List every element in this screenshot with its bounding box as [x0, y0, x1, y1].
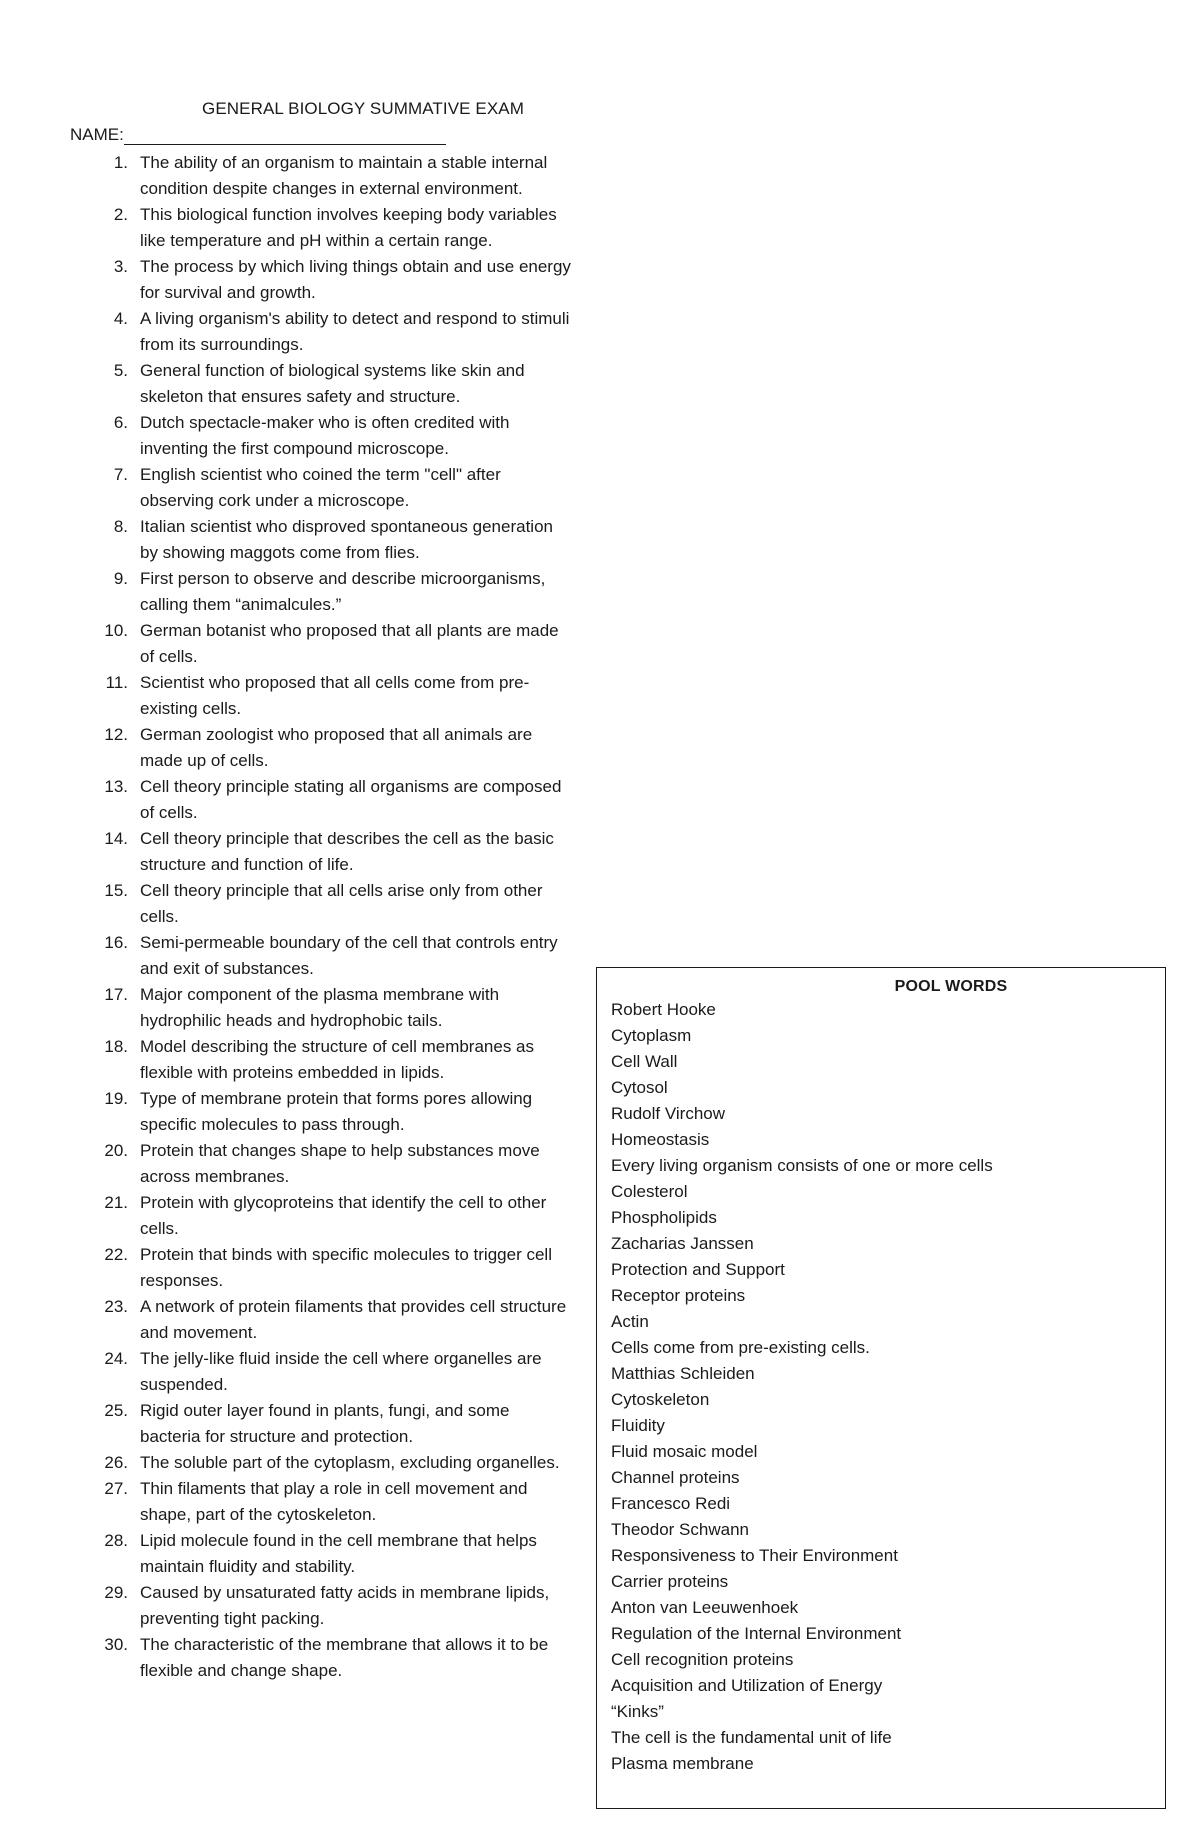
question-item: [70, 1528, 580, 1580]
pool-word: Plasma membrane: [611, 1754, 754, 1773]
question-item: [70, 514, 580, 566]
question-item: [70, 1294, 580, 1346]
question-item: [70, 462, 580, 514]
pool-word: Colesterol: [611, 1182, 688, 1201]
pool-word: Every living organism consists of one or more cells: [611, 1156, 993, 1175]
question-text: German zoologist who proposed that all animals are made up of cells.: [140, 725, 533, 770]
question-text: The ability of an organism to maintain a stable internal condition despite changes in external environment.: [140, 153, 548, 198]
question-number: 30.: [104, 1635, 128, 1654]
question-item: [70, 254, 580, 306]
pool-word: Actin: [611, 1312, 649, 1331]
question-number: 2.: [113, 205, 128, 224]
pool-word: Protection and Support: [611, 1260, 785, 1279]
pool-words-list: [611, 997, 1165, 1777]
question-text: Italian scientist who disproved spontaneous generation by showing maggots come from flies.: [140, 517, 553, 562]
question-text: First person to observe and describe microorganisms, calling them “animalcules.”: [140, 569, 546, 614]
pool-word: The cell is the fundamental unit of life: [611, 1728, 892, 1747]
pool-word: Rudolf Virchow: [611, 1104, 726, 1123]
pool-word: Phospholipids: [611, 1208, 717, 1227]
question-number: 3.: [113, 257, 128, 276]
question-text: Protein with glycoproteins that identify the cell to other cells.: [140, 1193, 547, 1238]
question-item: [70, 1190, 580, 1242]
question-item: [70, 826, 580, 878]
question-text: Model describing the structure of cell membranes as flexible with proteins embedded in lipids.: [140, 1037, 535, 1082]
question-text: The jelly-like fluid inside the cell where organelles are suspended.: [140, 1349, 542, 1394]
pool-word: Cells come from pre-existing cells.: [611, 1338, 870, 1357]
question-text: Lipid molecule found in the cell membrane that helps maintain fluidity and stability.: [140, 1531, 537, 1576]
question-text: The process by which living things obtain and use energy for survival and growth.: [140, 257, 571, 302]
question-list: [70, 150, 580, 1684]
exam-title: GENERAL BIOLOGY SUMMATIVE EXAM: [202, 99, 524, 118]
question-item: [70, 618, 580, 670]
question-number: 23.: [104, 1297, 128, 1316]
pool-word: Fluidity: [611, 1416, 665, 1435]
question-number: 17.: [104, 985, 128, 1004]
question-number: 7.: [113, 465, 128, 484]
question-text: Rigid outer layer found in plants, fungi, and some bacteria for structure and protection.: [140, 1401, 510, 1446]
question-number: 12.: [104, 725, 128, 744]
question-text: Dutch spectacle-maker who is often credited with inventing the first compound microscope.: [140, 413, 510, 458]
pool-word: Anton van Leeuwenhoek: [611, 1598, 799, 1617]
question-number: 6.: [113, 413, 128, 432]
question-number: 1.: [113, 153, 128, 172]
question-item: [70, 1034, 580, 1086]
name-label: NAME:: [70, 125, 124, 144]
pool-word: Channel proteins: [611, 1468, 740, 1487]
question-item: [70, 410, 580, 462]
name-blank-line[interactable]: [124, 127, 446, 145]
question-item: [70, 774, 580, 826]
question-item: [70, 1346, 580, 1398]
question-item: [70, 1580, 580, 1632]
question-number: 19.: [104, 1089, 128, 1108]
question-item: [70, 670, 580, 722]
question-number: 28.: [104, 1531, 128, 1550]
question-item: [70, 930, 580, 982]
question-number: 5.: [113, 361, 128, 380]
question-number: 16.: [104, 933, 128, 952]
question-number: 4.: [113, 309, 128, 328]
question-number: 14.: [104, 829, 128, 848]
question-text: A living organism's ability to detect and respond to stimuli from its surroundings.: [140, 309, 570, 354]
question-text: Protein that changes shape to help substances move across membranes.: [140, 1141, 540, 1186]
question-item: [70, 1242, 580, 1294]
question-item: [70, 202, 580, 254]
question-number: 22.: [104, 1245, 128, 1264]
question-text: Caused by unsaturated fatty acids in membrane lipids, preventing tight packing.: [140, 1583, 550, 1628]
question-text: Cell theory principle that describes the cell as the basic structure and function of life.: [140, 829, 554, 874]
question-item: [70, 1632, 580, 1684]
pool-word: “Kinks”: [611, 1702, 664, 1721]
question-number: 9.: [113, 569, 128, 588]
pool-words-title: POOL WORDS: [894, 978, 1008, 995]
pool-word: Cytosol: [611, 1078, 668, 1097]
pool-word: Cytoplasm: [611, 1026, 692, 1045]
pool-word: Cytoskeleton: [611, 1390, 710, 1409]
name-field: [70, 125, 446, 145]
question-item: [70, 722, 580, 774]
question-item: [70, 566, 580, 618]
question-item: [70, 878, 580, 930]
pool-word: Francesco Redi: [611, 1494, 731, 1513]
question-text: German botanist who proposed that all plants are made of cells.: [140, 621, 559, 666]
question-number: 18.: [104, 1037, 128, 1056]
pool-word: Acquisition and Utilization of Energy: [611, 1676, 883, 1695]
question-item: [70, 1450, 580, 1476]
question-number: 25.: [104, 1401, 128, 1420]
pool-word: Homeostasis: [611, 1130, 710, 1149]
question-item: [70, 1086, 580, 1138]
question-text: Semi-permeable boundary of the cell that controls entry and exit of substances.: [140, 933, 558, 978]
question-number: 27.: [104, 1479, 128, 1498]
pool-word: Receptor proteins: [611, 1286, 746, 1305]
question-text: English scientist who coined the term "cell" after observing cork under a microscope.: [140, 465, 501, 510]
question-item: [70, 1398, 580, 1450]
question-number: 10.: [104, 621, 128, 640]
pool-word: Matthias Schleiden: [611, 1364, 755, 1383]
question-number: 29.: [104, 1583, 128, 1602]
question-item: [70, 1138, 580, 1190]
pool-word: Fluid mosaic model: [611, 1442, 758, 1461]
question-text: Scientist who proposed that all cells come from pre-existing cells.: [140, 673, 530, 718]
question-text: Type of membrane protein that forms pores allowing specific molecules to pass through.: [140, 1089, 533, 1134]
question-text: Cell theory principle that all cells arise only from other cells.: [140, 881, 543, 926]
question-text: A network of protein filaments that provides cell structure and movement.: [140, 1297, 567, 1342]
pool-word: Regulation of the Internal Environment: [611, 1624, 902, 1643]
question-text: General function of biological systems like skin and skeleton that ensures safety and structure.: [140, 361, 525, 406]
pool-word: Carrier proteins: [611, 1572, 729, 1591]
question-number: 24.: [104, 1349, 128, 1368]
question-text: Major component of the plasma membrane with hydrophilic heads and hydrophobic tails.: [140, 985, 500, 1030]
question-number: 8.: [113, 517, 128, 536]
pool-word: Theodor Schwann: [611, 1520, 749, 1539]
pool-words-box: [596, 967, 1166, 1809]
question-item: [70, 306, 580, 358]
question-text: Thin filaments that play a role in cell movement and shape, part of the cytoskeleton.: [140, 1479, 528, 1524]
pool-word: Robert Hooke: [611, 1000, 716, 1019]
question-number: 13.: [104, 777, 128, 796]
question-number: 15.: [104, 881, 128, 900]
question-number: 11.: [105, 673, 128, 692]
pool-word: Cell recognition proteins: [611, 1650, 794, 1669]
question-text: Protein that binds with specific molecules to trigger cell responses.: [140, 1245, 552, 1290]
question-text: Cell theory principle stating all organisms are composed of cells.: [140, 777, 562, 822]
pool-word: Zacharias Janssen: [611, 1234, 754, 1253]
pool-word: Responsiveness to Their Environment: [611, 1546, 898, 1565]
question-text: The soluble part of the cytoplasm, excluding organelles.: [140, 1453, 560, 1472]
question-number: 21.: [104, 1193, 128, 1212]
question-number: 20.: [104, 1141, 128, 1160]
question-item: [70, 1476, 580, 1528]
question-text: The characteristic of the membrane that allows it to be flexible and change shape.: [140, 1635, 549, 1680]
question-number: 26.: [104, 1453, 128, 1472]
question-text: This biological function involves keeping body variables like temperature and pH within a certain range.: [140, 205, 557, 250]
question-item: [70, 358, 580, 410]
pool-word: Cell Wall: [611, 1052, 678, 1071]
question-item: [70, 982, 580, 1034]
question-item: [70, 150, 580, 202]
